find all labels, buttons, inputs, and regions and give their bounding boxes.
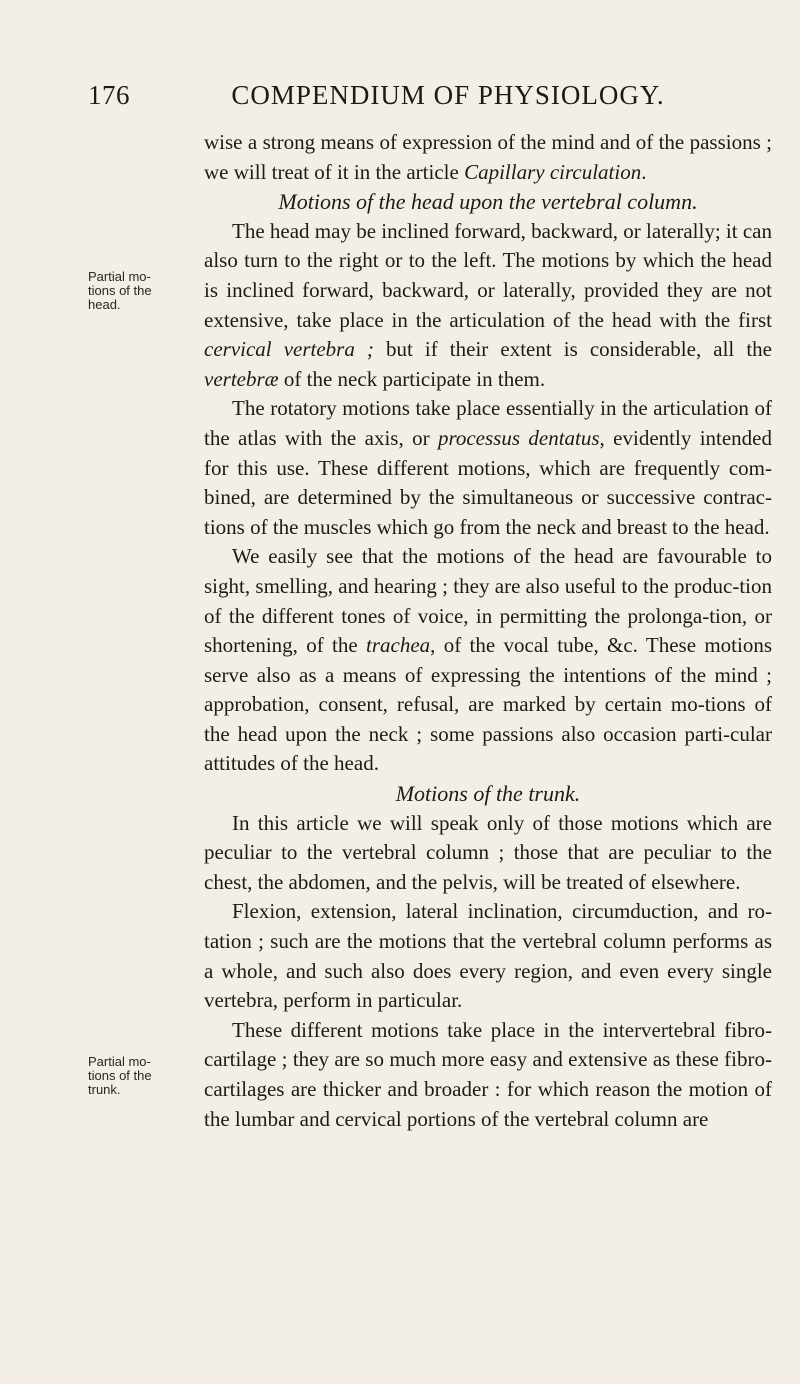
sidenote-line: tions of the bbox=[88, 1068, 152, 1083]
section-heading-trunk: Motions of the trunk. bbox=[395, 781, 581, 807]
sidenote-line: head. bbox=[88, 297, 121, 312]
intro-paragraph: wise a strong means of expression of the mind and of the passions ; we will treat of it in the article Capillary circulation. bbox=[204, 130, 772, 184]
sidenote-line: trunk. bbox=[88, 1082, 121, 1097]
sidenote-line: tions of the bbox=[88, 283, 152, 298]
sidenote-trunk bbox=[88, 1055, 198, 1097]
paragraph: In this article we will speak only of those motions which are peculiar to the vertebral column ; those that are peculiar to the chest, the abdomen, and the pelvis, will be treated of elsewhere. bbox=[204, 810, 772, 894]
main-text bbox=[204, 128, 772, 1134]
sidenote-line: Partial mo- bbox=[88, 269, 151, 284]
paragraph: We easily see that the motions of the head are favourable to sight, smelling, and hearing ; they are also useful to the produc-tion of the different tones of voice, in permitting the prolonga-tion, or shortening, of the trachea, of the vocal tube, &c. These motions serve also as a means of expressing the intentions of the mind ; approbation, consent, refusal, are marked by certain mo-tions of the head upon the neck ; some passions also occasion parti-cular attitudes of the head. bbox=[204, 544, 773, 776]
sidenote-line: Partial mo- bbox=[88, 1054, 151, 1069]
page-number: 176 bbox=[88, 80, 130, 110]
paragraph: The rotatory motions take place essentially in the articulation of the atlas with the axis, or processus dentatus, evidently intended for this use. These different motions, which are frequently com-bined, are determined by the simultaneous or successive contrac-tions of the muscles which go from the neck and breast to the head. bbox=[204, 396, 772, 539]
paragraph: Flexion, extension, lateral inclination, circumduction, and ro-tation ; such are the motions that the vertebral column performs as a whole, and such also does every region, and even every single vertebra, perform in particular. bbox=[204, 899, 772, 1013]
paragraph: These different motions take place in the intervertebral fibro-cartilage ; they are so much more easy and extensive as these fibro-cartilages are thicker and broader : for which reason the motion of the lumbar and cervical portions of the vertebral column are bbox=[204, 1017, 772, 1131]
section-heading-head: Motions of the head upon the vertebral column. bbox=[278, 189, 698, 215]
paragraph: The head may be inclined forward, backward, or laterally; it can also turn to the right or to the left. The motions by which the head is inclined forward, backward, or laterally, provided they are not extensive, take place in the articulation of the head with the first cervical vertebra ; but if their extent is considerable, all the vertebræ of the neck participate in them. bbox=[204, 218, 772, 391]
sidenote-head bbox=[88, 270, 198, 312]
running-title: COMPENDIUM OF PHYSIOLOGY. bbox=[231, 80, 665, 110]
